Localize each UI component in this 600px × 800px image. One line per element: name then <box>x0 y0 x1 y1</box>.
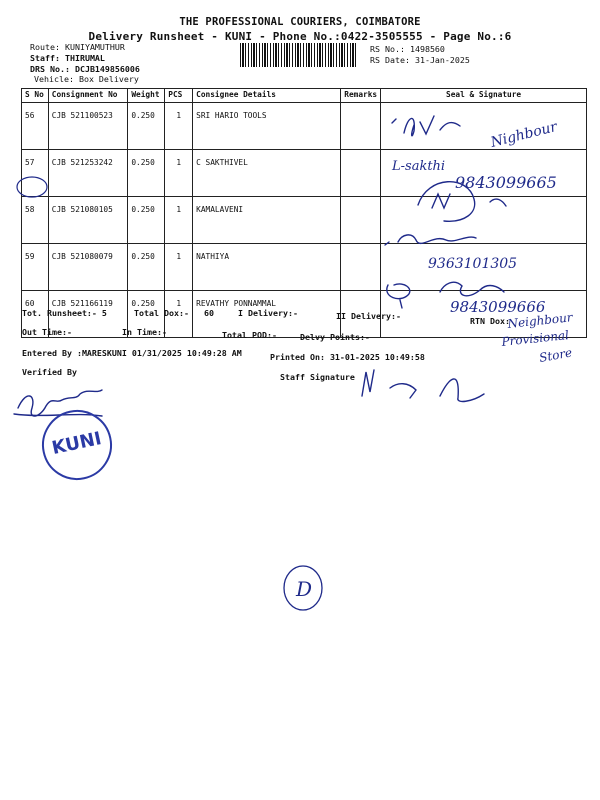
verified-by: Verified By <box>22 367 77 377</box>
rs-date: RS Date: 31-Jan-2025 <box>370 55 470 65</box>
col-consignee: Consignee Details <box>193 89 341 103</box>
cell-consignment: CJB 521166119 <box>48 291 128 338</box>
col-seal-signature: Seal & Signature <box>381 89 587 103</box>
page-mark: D <box>296 577 313 601</box>
row60-phone: 9843099666 <box>450 298 546 316</box>
tot-runsheet: Tot. Runsheet:- 5 <box>22 308 107 318</box>
cell-consignee: REVATHY PONNAMMAL <box>193 291 341 338</box>
row60-note-2: Provisional <box>500 327 570 349</box>
row60-note-3: Store <box>538 345 574 365</box>
cell-consignment: CJB 521080079 <box>48 244 128 291</box>
cell-weight: 0.250 <box>128 197 165 244</box>
col-pcs: PCS <box>165 89 193 103</box>
printed-on: Printed On: 31-01-2025 10:49:58 <box>270 352 425 362</box>
staff-signature <box>362 370 484 401</box>
cell-pcs: 1 <box>165 103 193 150</box>
row56-note: Nighbour <box>489 118 559 151</box>
cell-pcs: 1 <box>165 150 193 197</box>
row57-phone: 9843099665 <box>455 173 557 192</box>
col-remarks: Remarks <box>341 89 381 103</box>
vehicle-label: Vehicle: Box Delivery <box>34 74 139 84</box>
staff-signature-label: Staff Signature <box>280 372 355 382</box>
in-time: In Time:- <box>122 327 167 337</box>
col-weight: Weight <box>128 89 165 103</box>
col-sno: S No <box>22 89 49 103</box>
out-time: Out Time:- <box>22 327 72 337</box>
cell-weight: 0.250 <box>128 291 165 338</box>
total-pod: Total POD:- <box>222 330 277 340</box>
cell-consignee: NATHIYA <box>193 244 341 291</box>
signature-row-59 <box>385 235 476 245</box>
cell-consignee: SRI HARIO TOOLS <box>193 103 341 150</box>
cell-consignment: CJB 521100523 <box>48 103 128 150</box>
cell-consignment: CJB 521253242 <box>48 150 128 197</box>
route-label: Route: KUNIYAMUTHUR <box>30 42 125 52</box>
rtn-dox: RTN Dox: <box>470 316 510 326</box>
cell-sno: 57 <box>22 150 49 197</box>
cell-sno: 56 <box>22 103 49 150</box>
ii-delivery: II Delivery:- <box>336 311 401 321</box>
cell-sno: 58 <box>22 197 49 244</box>
col-consignment: Consignment No <box>48 89 128 103</box>
cell-consignee: KAMALAVENI <box>193 197 341 244</box>
cell-weight: 0.250 <box>128 150 165 197</box>
cell-consignee: C SAKTHIVEL <box>193 150 341 197</box>
total-dox-value: 60 <box>204 308 214 318</box>
runsheet-title: Delivery Runsheet - KUNI - Phone No.:0422-3505555 - Page No.:6 <box>88 30 512 43</box>
drs-number: DRS No.: DCJB149856006 <box>30 64 140 74</box>
stamp-text: KUNI <box>50 428 104 460</box>
staff-label: Staff: THIRUMAL <box>30 53 105 63</box>
row57-name: L-sakthi <box>392 159 446 174</box>
cell-sno: 59 <box>22 244 49 291</box>
company-title: THE PROFESSIONAL COURIERS, COIMBATORE <box>179 16 421 28</box>
cell-consignment: CJB 521080105 <box>48 197 128 244</box>
delvy-points: Delvy Points:- <box>300 332 370 342</box>
cell-weight: 0.250 <box>128 244 165 291</box>
cell-pcs: 1 <box>165 197 193 244</box>
row60-note-1: Neighbour <box>506 310 574 331</box>
cell-weight: 0.250 <box>128 103 165 150</box>
i-delivery: I Delivery:- <box>238 308 298 318</box>
cell-pcs: 1 <box>165 291 193 338</box>
rs-number: RS No.: 1498560 <box>370 44 445 54</box>
entered-by: Entered By :MARESKUNI 01/31/2025 10:49:28 AM <box>22 348 242 358</box>
cell-sno: 60 <box>22 291 49 338</box>
cell-pcs: 1 <box>165 244 193 291</box>
signature-row-56 <box>392 116 460 136</box>
row59-phone: 9363101305 <box>428 256 518 272</box>
total-dox-label: Total Dox:- <box>134 308 189 318</box>
row58-circle <box>17 177 47 197</box>
